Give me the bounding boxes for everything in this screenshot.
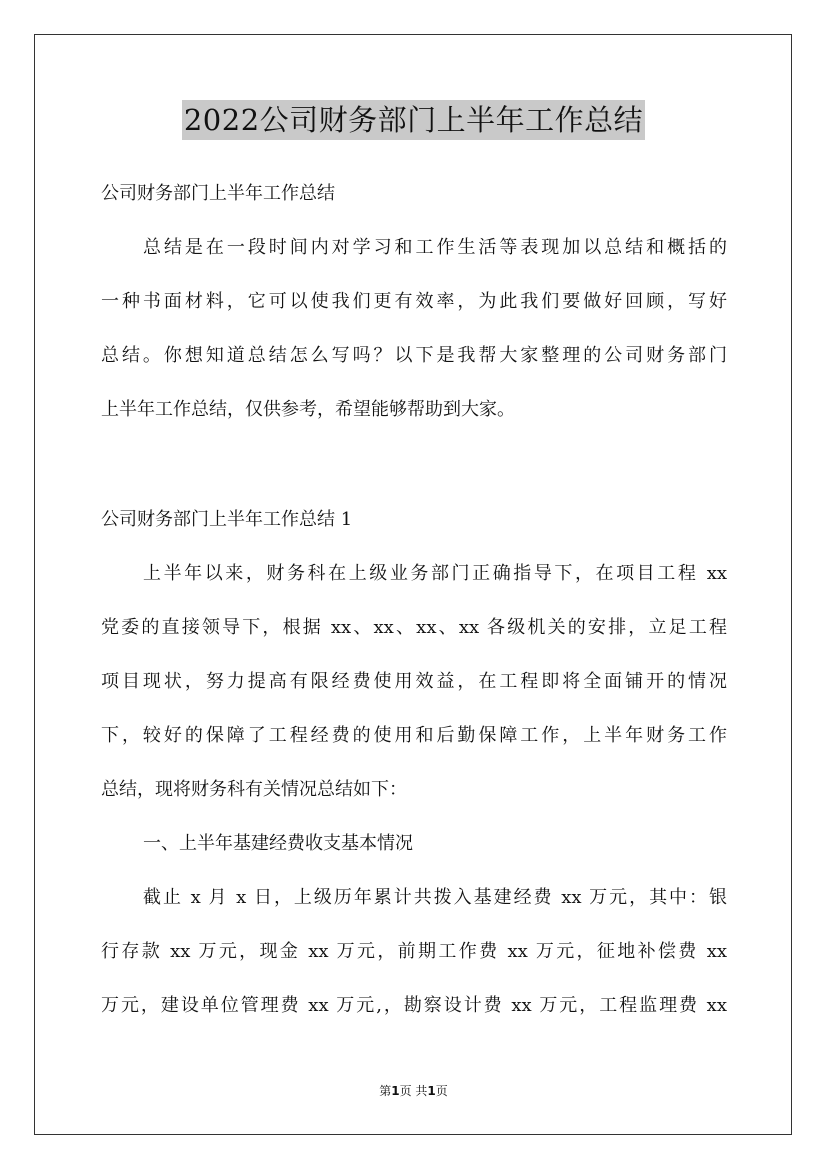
section-heading: 公司财务部门上半年工作总结 1: [101, 509, 353, 530]
page-footer: [0, 1083, 827, 1099]
title-container: [0, 100, 827, 140]
section-line: 上半年以来，财务科在上级业务部门正确指导下，在项目工程 xx: [143, 563, 727, 584]
subheading: 一、上半年基建经费收支基本情况: [143, 833, 413, 854]
footer-page-mid: 页 共: [399, 1084, 428, 1098]
intro-line: 总结。你想知道总结怎么写吗？以下是我帮大家整理的公司财务部门: [101, 345, 727, 366]
intro-line: 总结是在一段时间内对学习和工作生活等表现加以总结和概括的: [143, 237, 727, 258]
footer-page-number: 1: [391, 1084, 400, 1098]
paragraph-line: 万元，建设单位管理费 xx 万元,，勘察设计费 xx 万元，工程监理费 xx: [101, 995, 727, 1016]
section-line: 项目现状，努力提高有限经费使用效益，在工程即将全面铺开的情况: [101, 671, 727, 692]
paragraph-line: 行存款 xx 万元，现金 xx 万元，前期工作费 xx 万元，征地补偿费 xx: [101, 941, 727, 962]
document-title: 2022公司财务部门上半年工作总结: [182, 100, 645, 140]
section-line: 总结，现将财务科有关情况总结如下：: [101, 779, 407, 800]
footer-page-total: 1: [427, 1084, 436, 1098]
subtitle: 公司财务部门上半年工作总结: [101, 183, 335, 204]
section-line: 党委的直接领导下，根据 xx、xx、xx、xx 各级机关的安排，立足工程: [101, 617, 727, 638]
intro-line: 上半年工作总结，仅供参考，希望能够帮助到大家。: [101, 399, 515, 420]
footer-page-suffix: 页: [435, 1084, 448, 1098]
footer-page-prefix: 第: [379, 1084, 392, 1098]
section-line: 下，较好的保障了工程经费的使用和后勤保障工作，上半年财务工作: [101, 725, 727, 746]
paragraph-line: 截止 x 月 x 日，上级历年累计共拨入基建经费 xx 万元，其中：银: [143, 887, 727, 908]
intro-line: 一种书面材料，它可以使我们更有效率，为此我们要做好回顾，写好: [101, 291, 727, 312]
